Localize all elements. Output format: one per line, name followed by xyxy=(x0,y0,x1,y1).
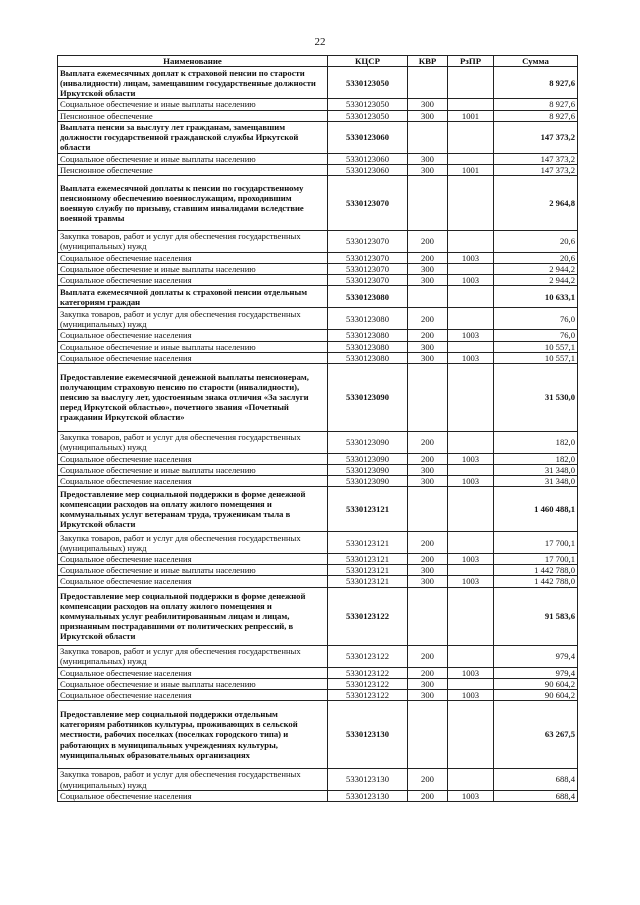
kcsr-cell: 5330123080 xyxy=(328,308,408,330)
table-row xyxy=(58,689,578,700)
sum-cell: 688,4 xyxy=(494,791,578,802)
table-row xyxy=(58,363,578,431)
kcsr-cell: 5330123070 xyxy=(328,275,408,286)
name-cell: Выплата ежемесячных доплат к страховой пенсии по старости (инвалидности) лицам, замещавшим государственные должности Иркутской области xyxy=(58,67,328,99)
rzpr-cell xyxy=(448,678,494,689)
sum-cell: 31 530,0 xyxy=(494,363,578,431)
table-row xyxy=(58,264,578,275)
name-cell: Выплата ежемесячной доплаты к страховой пенсии отдельным категориям граждан xyxy=(58,286,328,308)
kvr-cell xyxy=(408,121,448,153)
kvr-cell: 200 xyxy=(408,532,448,554)
kcsr-cell: 5330123080 xyxy=(328,286,408,308)
kcsr-cell: 5330123090 xyxy=(328,453,408,464)
name-cell: Социальное обеспечение и иные выплаты населению xyxy=(58,464,328,475)
sum-cell: 979,4 xyxy=(494,667,578,678)
sum-cell: 182,0 xyxy=(494,431,578,453)
name-cell: Закупка товаров, работ и услуг для обеспечения государственных (муниципальных) нужд xyxy=(58,532,328,554)
sum-cell: 2 944,2 xyxy=(494,275,578,286)
kcsr-cell: 5330123060 xyxy=(328,164,408,175)
table-row xyxy=(58,175,578,230)
table-row xyxy=(58,576,578,587)
table-row xyxy=(58,352,578,363)
table-row xyxy=(58,431,578,453)
table-row xyxy=(58,99,578,110)
table-row xyxy=(58,678,578,689)
sum-cell: 8 927,6 xyxy=(494,110,578,121)
kvr-cell: 300 xyxy=(408,352,448,363)
kvr-cell: 200 xyxy=(408,554,448,565)
table-row xyxy=(58,565,578,576)
rzpr-cell: 1003 xyxy=(448,476,494,487)
name-cell: Выплата ежемесячной доплаты к пенсии по государственному пенсионному обеспечению военнослужащим, проходившим военную службу по призыву, ставшим инвалидами вследствие военной травмы xyxy=(58,175,328,230)
name-cell: Социальное обеспечение населения xyxy=(58,453,328,464)
rzpr-cell xyxy=(448,286,494,308)
kvr-cell: 200 xyxy=(408,330,448,341)
kcsr-cell: 5330123130 xyxy=(328,701,408,769)
kcsr-cell: 5330123090 xyxy=(328,431,408,453)
table-row xyxy=(58,487,578,532)
rzpr-cell: 1003 xyxy=(448,275,494,286)
kvr-cell: 300 xyxy=(408,678,448,689)
table-row xyxy=(58,230,578,252)
kvr-cell: 300 xyxy=(408,153,448,164)
name-cell: Закупка товаров, работ и услуг для обеспечения государственных (муниципальных) нужд xyxy=(58,230,328,252)
kcsr-cell: 5330123060 xyxy=(328,153,408,164)
table-row xyxy=(58,121,578,153)
kcsr-cell: 5330123080 xyxy=(328,330,408,341)
name-cell: Социальное обеспечение населения xyxy=(58,252,328,263)
rzpr-cell xyxy=(448,464,494,475)
kcsr-cell: 5330123050 xyxy=(328,110,408,121)
sum-cell: 17 700,1 xyxy=(494,554,578,565)
kvr-cell: 300 xyxy=(408,576,448,587)
kvr-cell xyxy=(408,67,448,99)
kcsr-cell: 5330123060 xyxy=(328,121,408,153)
name-cell: Закупка товаров, работ и услуг для обеспечения государственных (муниципальных) нужд xyxy=(58,308,328,330)
name-cell: Предоставление ежемесячной денежной выплаты пенсионерам, получающим страховую пенсию по старости (инвалидности), пенсию за выслугу лет, удостоенным знака отличия «За заслуги перед Иркутской областью», почетного звания «Почетный гражданин Иркутской области» xyxy=(58,363,328,431)
sum-cell: 10 633,1 xyxy=(494,286,578,308)
name-cell: Социальное обеспечение и иные выплаты населению xyxy=(58,341,328,352)
name-cell: Социальное обеспечение и иные выплаты населению xyxy=(58,99,328,110)
kcsr-cell: 5330123090 xyxy=(328,363,408,431)
rzpr-cell xyxy=(448,175,494,230)
kvr-cell: 300 xyxy=(408,264,448,275)
kcsr-cell: 5330123070 xyxy=(328,175,408,230)
rzpr-cell: 1001 xyxy=(448,164,494,175)
kvr-cell: 200 xyxy=(408,230,448,252)
rzpr-cell: 1003 xyxy=(448,330,494,341)
kvr-cell: 200 xyxy=(408,308,448,330)
header-kvr: КВР xyxy=(408,56,448,67)
sum-cell: 1 442 788,0 xyxy=(494,576,578,587)
rzpr-cell xyxy=(448,587,494,645)
table-row xyxy=(58,476,578,487)
sum-cell: 2 964,8 xyxy=(494,175,578,230)
sum-cell: 979,4 xyxy=(494,645,578,667)
sum-cell: 1 442 788,0 xyxy=(494,565,578,576)
kvr-cell: 300 xyxy=(408,275,448,286)
page-number: 22 xyxy=(314,36,326,48)
sum-cell: 63 267,5 xyxy=(494,701,578,769)
kvr-cell: 300 xyxy=(408,110,448,121)
table-row xyxy=(58,554,578,565)
table-row xyxy=(58,453,578,464)
sum-cell: 76,0 xyxy=(494,308,578,330)
name-cell: Социальное обеспечение населения xyxy=(58,689,328,700)
name-cell: Социальное обеспечение населения xyxy=(58,554,328,565)
kcsr-cell: 5330123121 xyxy=(328,576,408,587)
name-cell: Социальное обеспечение населения xyxy=(58,330,328,341)
name-cell: Социальное обеспечение населения xyxy=(58,352,328,363)
sum-cell: 688,4 xyxy=(494,769,578,791)
table-row xyxy=(58,153,578,164)
table-body xyxy=(58,67,578,802)
kcsr-cell: 5330123121 xyxy=(328,487,408,532)
rzpr-cell: 1003 xyxy=(448,576,494,587)
sum-cell: 91 583,6 xyxy=(494,587,578,645)
kvr-cell: 300 xyxy=(408,164,448,175)
kcsr-cell: 5330123122 xyxy=(328,678,408,689)
kcsr-cell: 5330123050 xyxy=(328,67,408,99)
sum-cell: 76,0 xyxy=(494,330,578,341)
rzpr-cell xyxy=(448,701,494,769)
name-cell: Пенсионное обеспечение xyxy=(58,164,328,175)
rzpr-cell: 1001 xyxy=(448,110,494,121)
kvr-cell: 200 xyxy=(408,791,448,802)
sum-cell: 17 700,1 xyxy=(494,532,578,554)
table-row xyxy=(58,701,578,769)
table-row xyxy=(58,252,578,263)
name-cell: Социальное обеспечение населения xyxy=(58,791,328,802)
sum-cell: 2 944,2 xyxy=(494,264,578,275)
header-rzpr: РзПР xyxy=(448,56,494,67)
rzpr-cell xyxy=(448,67,494,99)
header-sum: Сумма xyxy=(494,56,578,67)
kvr-cell: 200 xyxy=(408,645,448,667)
rzpr-cell: 1003 xyxy=(448,453,494,464)
kcsr-cell: 5330123070 xyxy=(328,252,408,263)
name-cell: Социальное обеспечение и иные выплаты населению xyxy=(58,264,328,275)
kcsr-cell: 5330123070 xyxy=(328,264,408,275)
name-cell: Закупка товаров, работ и услуг для обеспечения государственных (муниципальных) нужд xyxy=(58,431,328,453)
rzpr-cell xyxy=(448,532,494,554)
sum-cell: 182,0 xyxy=(494,453,578,464)
kcsr-cell: 5330123122 xyxy=(328,587,408,645)
table-header-row xyxy=(58,56,578,67)
rzpr-cell xyxy=(448,153,494,164)
rzpr-cell: 1003 xyxy=(448,352,494,363)
rzpr-cell xyxy=(448,308,494,330)
rzpr-cell: 1003 xyxy=(448,791,494,802)
table-row xyxy=(58,769,578,791)
sum-cell: 8 927,6 xyxy=(494,99,578,110)
name-cell: Социальное обеспечение населения xyxy=(58,576,328,587)
kcsr-cell: 5330123050 xyxy=(328,99,408,110)
kvr-cell: 300 xyxy=(408,565,448,576)
table-row xyxy=(58,532,578,554)
kcsr-cell: 5330123090 xyxy=(328,476,408,487)
sum-cell: 147 373,2 xyxy=(494,164,578,175)
sum-cell: 31 348,0 xyxy=(494,476,578,487)
kvr-cell xyxy=(408,701,448,769)
table-row xyxy=(58,645,578,667)
table-row xyxy=(58,164,578,175)
kcsr-cell: 5330123122 xyxy=(328,667,408,678)
name-cell: Социальное обеспечение населения xyxy=(58,667,328,678)
kvr-cell: 300 xyxy=(408,464,448,475)
header-kcsr: КЦСР xyxy=(328,56,408,67)
name-cell: Выплата пенсии за выслугу лет гражданам, замещавшим должности государственной гражданской службы Иркутской области xyxy=(58,121,328,153)
sum-cell: 90 604,2 xyxy=(494,689,578,700)
rzpr-cell: 1003 xyxy=(448,667,494,678)
kvr-cell: 300 xyxy=(408,99,448,110)
rzpr-cell xyxy=(448,230,494,252)
rzpr-cell xyxy=(448,769,494,791)
kvr-cell xyxy=(408,286,448,308)
table-row xyxy=(58,110,578,121)
sum-cell: 20,6 xyxy=(494,252,578,263)
sum-cell: 31 348,0 xyxy=(494,464,578,475)
name-cell: Пенсионное обеспечение xyxy=(58,110,328,121)
table-row xyxy=(58,464,578,475)
name-cell: Социальное обеспечение и иные выплаты населению xyxy=(58,678,328,689)
sum-cell: 20,6 xyxy=(494,230,578,252)
kcsr-cell: 5330123090 xyxy=(328,464,408,475)
kcsr-cell: 5330123122 xyxy=(328,645,408,667)
kvr-cell: 200 xyxy=(408,252,448,263)
budget-table xyxy=(57,55,578,802)
kvr-cell xyxy=(408,175,448,230)
kcsr-cell: 5330123121 xyxy=(328,554,408,565)
rzpr-cell: 1003 xyxy=(448,689,494,700)
sum-cell: 10 557,1 xyxy=(494,341,578,352)
kcsr-cell: 5330123122 xyxy=(328,689,408,700)
name-cell: Закупка товаров, работ и услуг для обеспечения государственных (муниципальных) нужд xyxy=(58,769,328,791)
kvr-cell: 200 xyxy=(408,453,448,464)
kvr-cell: 300 xyxy=(408,689,448,700)
kcsr-cell: 5330123130 xyxy=(328,791,408,802)
kcsr-cell: 5330123070 xyxy=(328,230,408,252)
kcsr-cell: 5330123121 xyxy=(328,532,408,554)
table-row xyxy=(58,67,578,99)
sum-cell: 10 557,1 xyxy=(494,352,578,363)
rzpr-cell xyxy=(448,99,494,110)
table-row xyxy=(58,667,578,678)
name-cell: Предоставление мер социальной поддержки отдельным категориям работников культуры, проживающих в сельской местности, рабочих поселках (поселках городского типа) и работающих в муниципальных учреждениях культуры, муниципальных образовательных организациях xyxy=(58,701,328,769)
kvr-cell xyxy=(408,363,448,431)
table-row xyxy=(58,308,578,330)
sum-cell: 90 604,2 xyxy=(494,678,578,689)
table-row xyxy=(58,341,578,352)
sum-cell: 147 373,2 xyxy=(494,121,578,153)
rzpr-cell xyxy=(448,121,494,153)
rzpr-cell xyxy=(448,363,494,431)
sum-cell: 1 460 488,1 xyxy=(494,487,578,532)
header-name: Наименование xyxy=(58,56,328,67)
table-row xyxy=(58,791,578,802)
rzpr-cell xyxy=(448,487,494,532)
name-cell: Предоставление мер социальной поддержки в форме денежной компенсации расходов на оплату жилого помещения и коммунальных услуг ветеранам труда, труженикам тыла в Иркутской области xyxy=(58,487,328,532)
kvr-cell xyxy=(408,587,448,645)
sum-cell: 147 373,2 xyxy=(494,153,578,164)
kcsr-cell: 5330123080 xyxy=(328,352,408,363)
kcsr-cell: 5330123080 xyxy=(328,341,408,352)
kvr-cell: 300 xyxy=(408,476,448,487)
table-row xyxy=(58,275,578,286)
kcsr-cell: 5330123121 xyxy=(328,565,408,576)
name-cell: Социальное обеспечение населения xyxy=(58,275,328,286)
rzpr-cell: 1003 xyxy=(448,252,494,263)
name-cell: Социальное обеспечение и иные выплаты населению xyxy=(58,565,328,576)
kvr-cell: 200 xyxy=(408,431,448,453)
kvr-cell: 200 xyxy=(408,769,448,791)
rzpr-cell xyxy=(448,431,494,453)
table-row xyxy=(58,330,578,341)
name-cell: Предоставление мер социальной поддержки в форме денежной компенсации расходов на оплату жилого помещения и коммунальных услуг реабилитированным лицам и лицам, признанным пострадавшими от политических репрессий, в Иркутской области xyxy=(58,587,328,645)
kcsr-cell: 5330123130 xyxy=(328,769,408,791)
table-row xyxy=(58,286,578,308)
rzpr-cell xyxy=(448,264,494,275)
kvr-cell xyxy=(408,487,448,532)
rzpr-cell xyxy=(448,565,494,576)
name-cell: Закупка товаров, работ и услуг для обеспечения государственных (муниципальных) нужд xyxy=(58,645,328,667)
name-cell: Социальное обеспечение и иные выплаты населению xyxy=(58,153,328,164)
rzpr-cell xyxy=(448,341,494,352)
sum-cell: 8 927,6 xyxy=(494,67,578,99)
rzpr-cell xyxy=(448,645,494,667)
name-cell: Социальное обеспечение населения xyxy=(58,476,328,487)
rzpr-cell: 1003 xyxy=(448,554,494,565)
kvr-cell: 300 xyxy=(408,341,448,352)
table-row xyxy=(58,587,578,645)
kvr-cell: 200 xyxy=(408,667,448,678)
